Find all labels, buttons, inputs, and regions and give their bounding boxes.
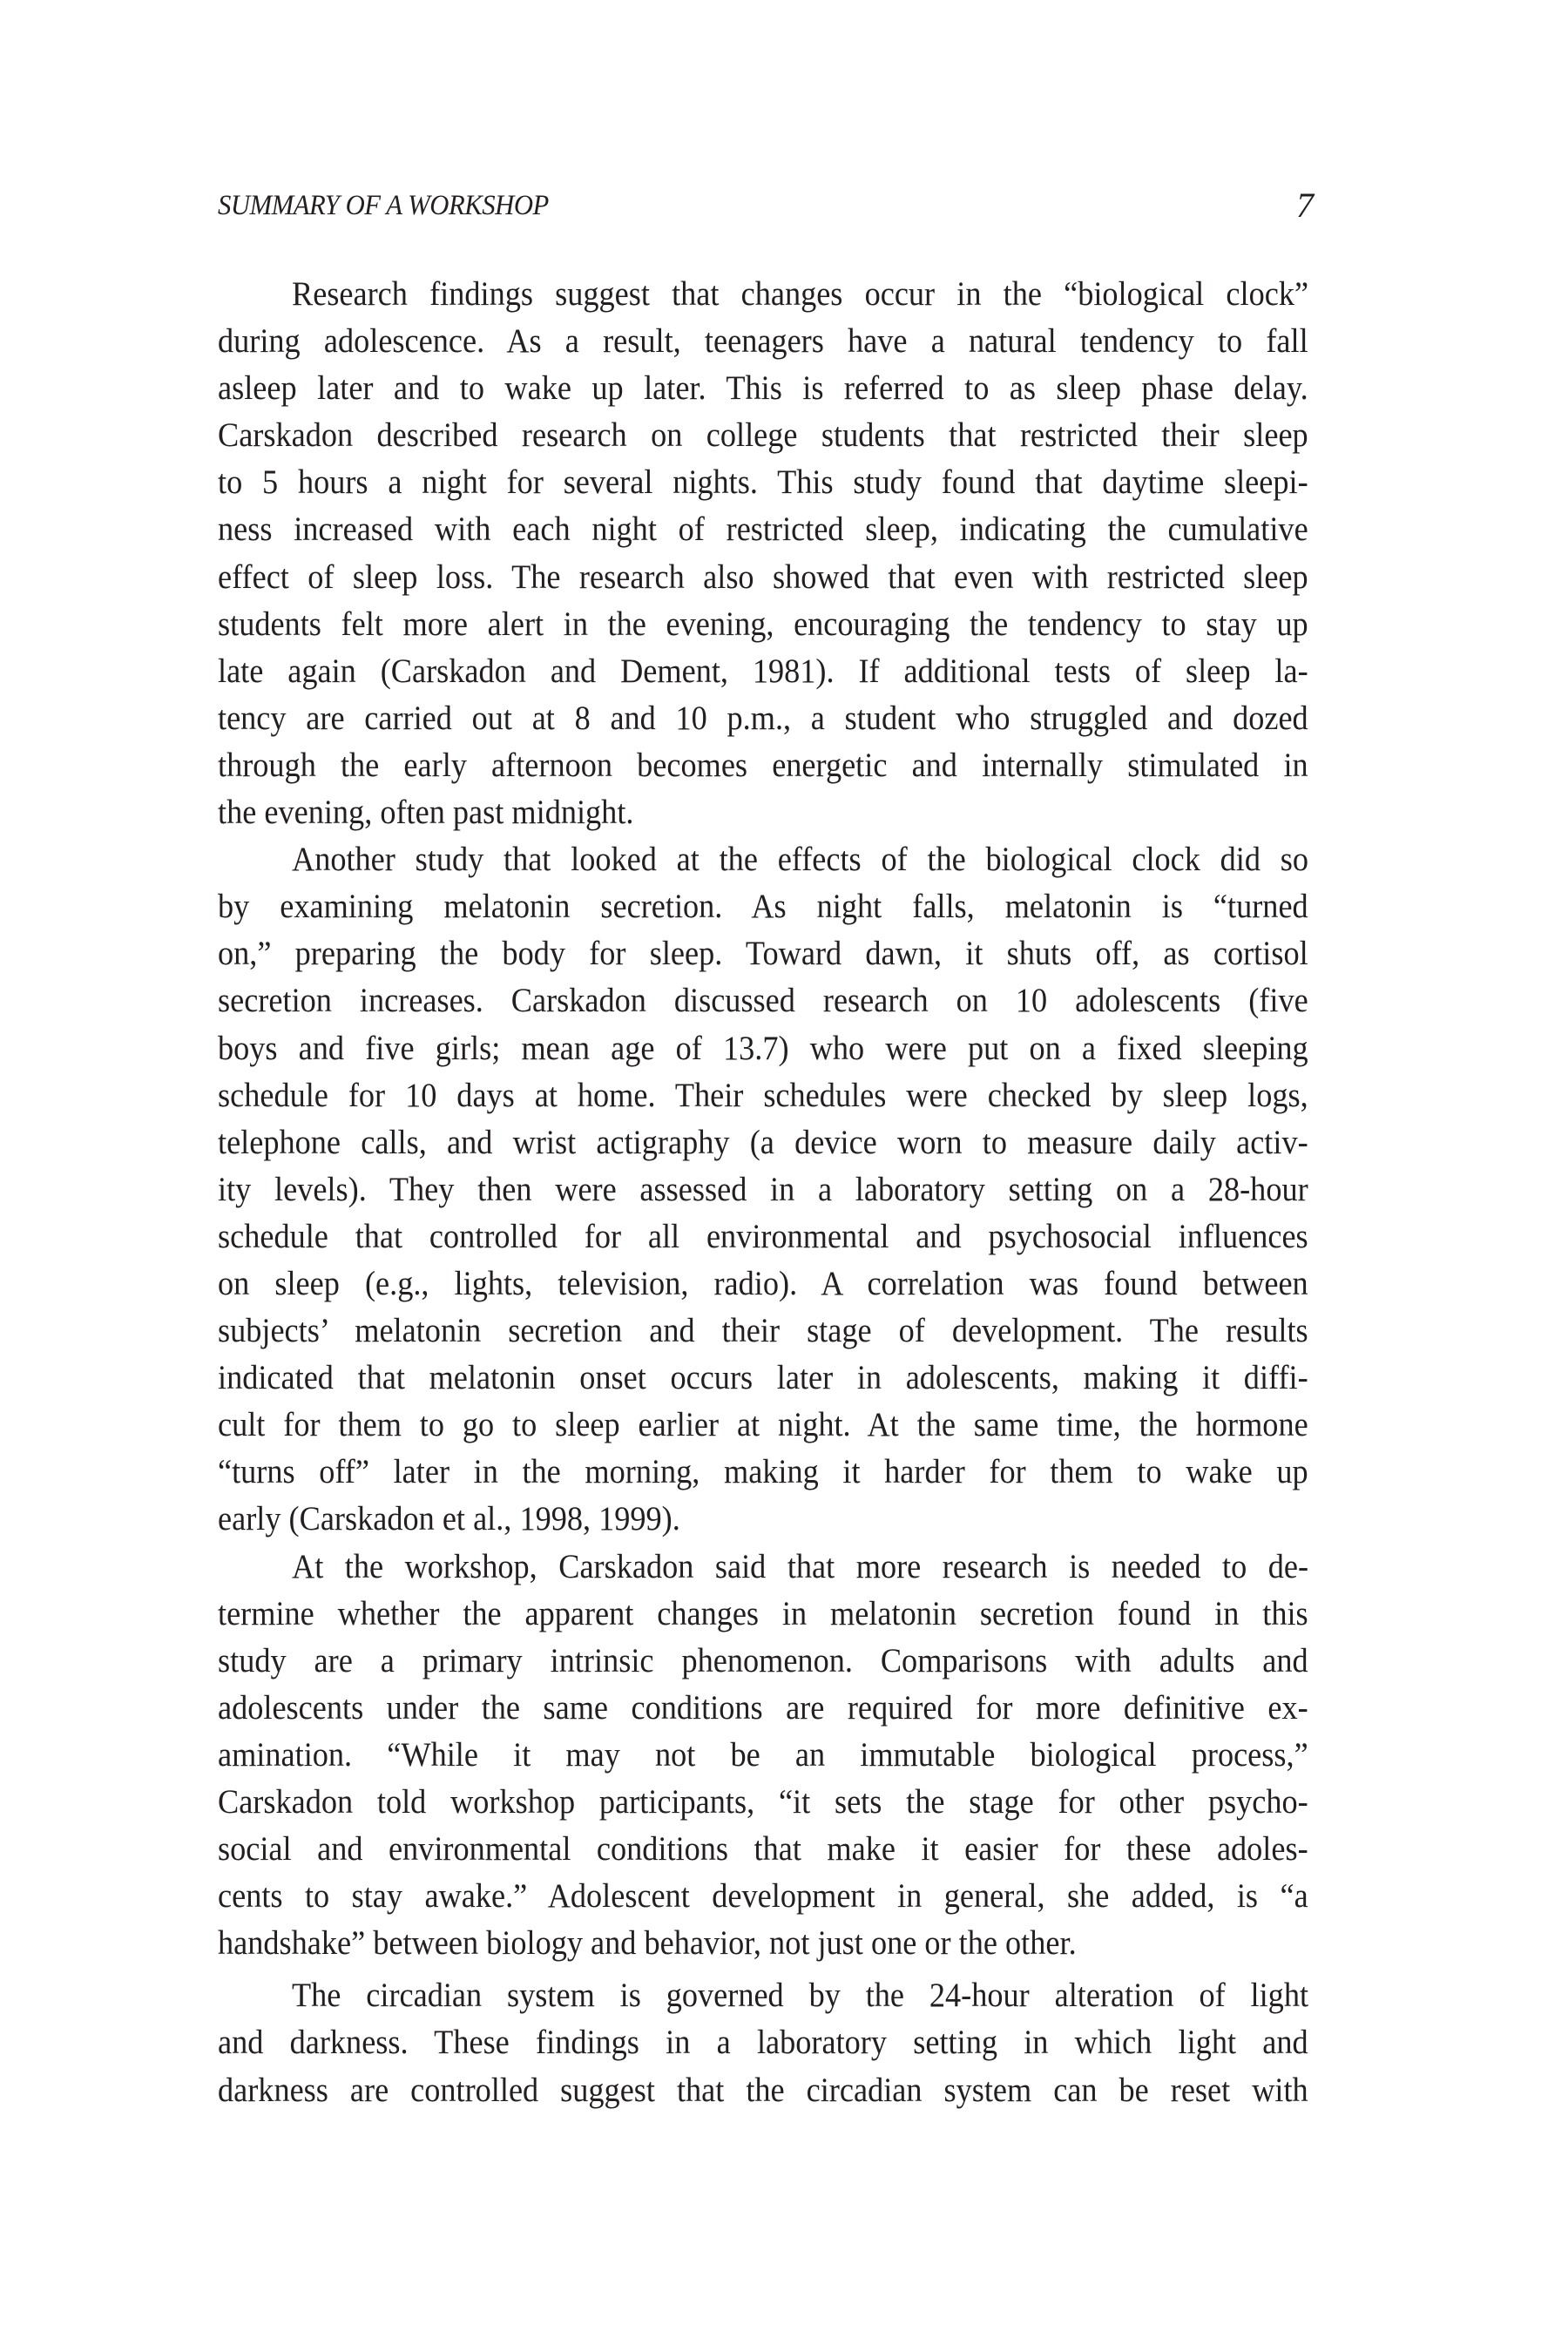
text-line-content: The circadian system is governed by the 24-hour alteration of light <box>292 1977 1309 2015</box>
text-line <box>218 1496 1308 1543</box>
text-line-content: late again (Carskadon and Dement, 1981). If additional tests of sleep la- <box>218 652 1308 690</box>
text-line <box>218 1308 1308 1355</box>
text-line-content: by examining melatonin secretion. As night falls, melatonin is “turned <box>218 888 1308 926</box>
text-line <box>218 1591 1308 1638</box>
text-line <box>218 1166 1308 1213</box>
text-line-content: secretion increases. Carskadon discussed research on 10 adolescents (five <box>218 982 1308 1020</box>
text-line <box>218 789 1308 836</box>
paragraph-melatonin-study <box>218 836 1308 1543</box>
text-line <box>218 1213 1308 1260</box>
text-line <box>218 1402 1308 1449</box>
text-line <box>218 1025 1308 1072</box>
text-line-content: cult for them to go to sleep earlier at night. At the same time, the hormone <box>218 1406 1308 1444</box>
page-number: 7 <box>1296 186 1314 225</box>
text-line <box>218 1072 1308 1119</box>
text-line-content: ness increased with each night of restricted sleep, indicating the cumulative <box>218 510 1308 549</box>
text-line <box>218 1779 1308 1826</box>
text-line-content: darkness are controlled suggest that the circadian system can be reset with <box>218 2071 1308 2109</box>
text-line-content: effect of sleep loss. The research also showed that even with restricted sleep <box>218 558 1308 596</box>
text-line-content: study are a primary intrinsic phenomenon. Comparisons with adults and <box>218 1641 1308 1680</box>
text-line <box>218 1873 1308 1920</box>
text-line-content: students felt more alert in the evening, encouraging the tendency to stay up <box>218 605 1308 643</box>
text-line <box>218 412 1308 459</box>
text-line <box>218 365 1308 412</box>
text-line <box>218 2067 1308 2114</box>
text-line <box>218 1732 1308 1779</box>
text-line-content: through the early afternoon becomes energetic and internally stimulated in <box>218 746 1308 784</box>
text-line-content: Research findings suggest that changes occur in the “biological clock” <box>292 275 1309 313</box>
text-line <box>218 695 1308 742</box>
text-line <box>218 1920 1308 1967</box>
text-line-content: tency are carried out at 8 and 10 p.m., a student who struggled and dozed <box>218 699 1308 737</box>
text-line <box>218 742 1308 789</box>
text-line-content: schedule that controlled for all environmental and psychosocial influences <box>218 1217 1308 1255</box>
text-line <box>218 1638 1308 1685</box>
text-line-content: Another study that looked at the effects of the biological clock did so <box>292 841 1309 879</box>
text-line <box>218 836 1308 883</box>
text-line <box>218 1685 1308 1732</box>
text-line <box>218 977 1308 1024</box>
text-line-content: subjects’ melatonin secretion and their stage of development. The results <box>218 1312 1308 1350</box>
text-line-content: to 5 hours a night for several nights. This study found that daytime sleepi- <box>218 463 1308 502</box>
text-line-content: indicated that melatonin onset occurs later in adolescents, making it diffi- <box>218 1359 1308 1397</box>
text-line-content: termine whether the apparent changes in melatonin secretion found in this <box>218 1594 1308 1632</box>
text-line <box>218 1260 1308 1308</box>
text-line-content: At the workshop, Carskadon said that more research is needed to de- <box>292 1547 1309 1585</box>
text-line-content: early (Carskadon et al., 1998, 1999). <box>218 1500 680 1538</box>
text-line-content: telephone calls, and wrist actigraphy (a device worn to measure daily activ- <box>218 1123 1308 1161</box>
text-line <box>218 1119 1308 1166</box>
text-line <box>218 271 1308 318</box>
text-line-content: handshake” between biology and behavior, not just one or the other. <box>218 1924 1077 1963</box>
running-head <box>218 186 1314 225</box>
text-line <box>218 554 1308 601</box>
text-line-content: ity levels). They then were assessed in a laboratory setting on a 28-hour <box>218 1170 1308 1208</box>
text-line <box>218 648 1308 695</box>
text-line <box>218 883 1308 930</box>
text-line-content: during adolescence. As a result, teenagers have a natural tendency to fall <box>218 322 1308 361</box>
text-line <box>218 506 1308 553</box>
text-line-content: on sleep (e.g., lights, television, radio). A correlation was found between <box>218 1264 1308 1302</box>
text-line-content: the evening, often past midnight. <box>218 794 634 832</box>
text-line-content: schedule for 10 days at home. Their schedules were checked by sleep logs, <box>218 1076 1308 1114</box>
text-line-content: “turns off” later in the morning, making it harder for them to wake up <box>218 1453 1308 1491</box>
text-line-content: boys and five girls; mean age of 13.7) who were put on a fixed sleeping <box>218 1029 1308 1067</box>
text-line-content: Carskadon described research on college students that restricted their sleep <box>218 416 1308 455</box>
text-line <box>218 318 1308 365</box>
text-line-content: cents to stay awake.” Adolescent development in general, she added, is “a <box>218 1877 1308 1916</box>
paragraph-biological-clock <box>218 271 1308 836</box>
text-line <box>218 1544 1308 1591</box>
paragraph-workshop-discussion <box>218 1544 1308 1968</box>
text-line-content: Carskadon told workshop participants, “it sets the stage for other psycho- <box>218 1783 1308 1821</box>
text-line-content: on,” preparing the body for sleep. Toward dawn, it shuts off, as cortisol <box>218 935 1308 973</box>
paragraph-circadian-system <box>218 1972 1308 2113</box>
running-head-title: SUMMARY OF A WORKSHOP <box>218 190 549 221</box>
text-line <box>218 930 1308 977</box>
text-line <box>218 1449 1308 1496</box>
text-line-content: amination. “While it may not be an immutable biological process,” <box>218 1735 1308 1774</box>
text-line <box>218 1972 1308 2019</box>
text-line <box>218 459 1308 506</box>
text-line-content: asleep later and to wake up later. This is referred to as sleep phase delay. <box>218 369 1308 408</box>
text-line <box>218 2019 1308 2066</box>
text-line-content: social and environmental conditions that make it easier for these adoles- <box>218 1830 1308 1869</box>
text-line <box>218 601 1308 648</box>
body-text <box>218 271 1308 2114</box>
text-line-content: and darkness. These findings in a laboratory setting in which light and <box>218 2024 1308 2062</box>
text-line <box>218 1826 1308 1873</box>
text-line <box>218 1355 1308 1402</box>
text-line-content: adolescents under the same conditions are required for more definitive ex- <box>218 1688 1308 1727</box>
